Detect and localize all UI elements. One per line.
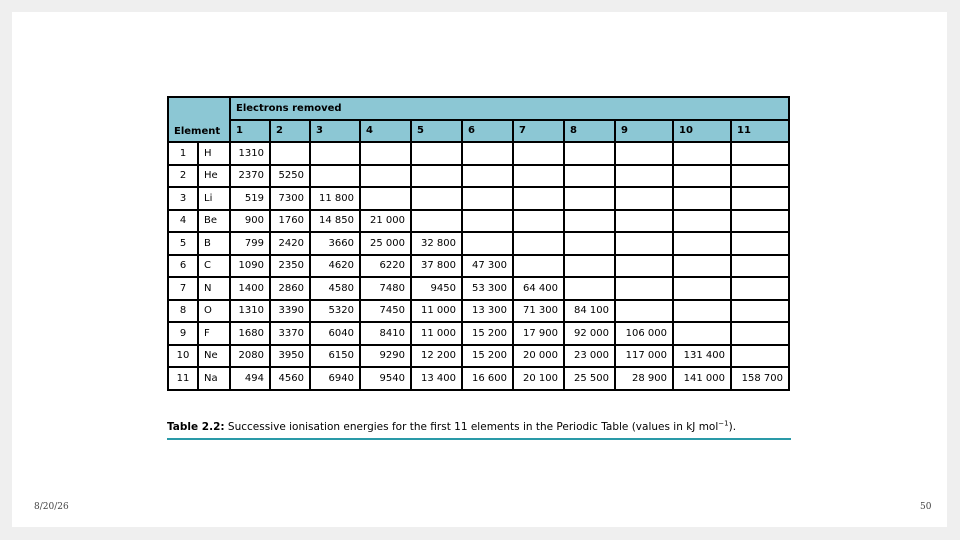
table-row (168, 142, 789, 165)
table-row (168, 322, 789, 345)
energy-cell: 1760 (270, 210, 310, 233)
energy-cell (673, 165, 731, 188)
element-symbol-cell: He (198, 165, 230, 188)
energy-cell (731, 345, 789, 368)
energy-cell (731, 142, 789, 165)
energy-cell (673, 142, 731, 165)
energy-cell (615, 142, 673, 165)
energy-cell (462, 210, 513, 233)
energy-cell: 1310 (230, 142, 270, 165)
energy-cell: 12 200 (411, 345, 462, 368)
atomic-number-cell: 7 (168, 277, 198, 300)
header-row-group (168, 97, 789, 120)
table-row (168, 187, 789, 210)
energy-cell: 6940 (310, 367, 360, 390)
energy-cell: 11 800 (310, 187, 360, 210)
energy-cell (411, 165, 462, 188)
energy-cell: 15 200 (462, 322, 513, 345)
energy-cell: 6150 (310, 345, 360, 368)
energy-cell: 3390 (270, 300, 310, 323)
element-symbol-cell: Be (198, 210, 230, 233)
energy-cell (615, 232, 673, 255)
energy-cell (360, 142, 411, 165)
column-header: 3 (310, 120, 360, 143)
energy-cell: 131 400 (673, 345, 731, 368)
energy-cell (310, 142, 360, 165)
energy-cell (615, 187, 673, 210)
energy-cell: 2350 (270, 255, 310, 278)
energy-cell: 3370 (270, 322, 310, 345)
energy-cell (513, 187, 564, 210)
energy-cell: 3660 (310, 232, 360, 255)
energy-cell (564, 232, 615, 255)
energy-cell: 5320 (310, 300, 360, 323)
energy-cell: 14 850 (310, 210, 360, 233)
energy-cell (564, 165, 615, 188)
energy-cell: 1680 (230, 322, 270, 345)
energy-cell: 25 000 (360, 232, 411, 255)
column-header: 11 (731, 120, 789, 143)
energy-cell: 106 000 (615, 322, 673, 345)
slide-date: 8/20/26 (34, 502, 69, 512)
column-header: 5 (411, 120, 462, 143)
energy-cell (513, 255, 564, 278)
energy-cell: 17 900 (513, 322, 564, 345)
column-header: 7 (513, 120, 564, 143)
atomic-number-cell: 6 (168, 255, 198, 278)
energy-cell (513, 210, 564, 233)
energy-cell: 117 000 (615, 345, 673, 368)
ionisation-energy-table (167, 96, 790, 391)
energy-cell: 47 300 (462, 255, 513, 278)
energy-cell (462, 165, 513, 188)
energy-cell: 6040 (310, 322, 360, 345)
energy-cell: 900 (230, 210, 270, 233)
energy-cell (731, 300, 789, 323)
energy-cell (462, 142, 513, 165)
energy-cell (564, 255, 615, 278)
energy-cell: 8410 (360, 322, 411, 345)
column-header: 10 (673, 120, 731, 143)
atomic-number-cell: 4 (168, 210, 198, 233)
energy-cell: 141 000 (673, 367, 731, 390)
element-symbol-cell: H (198, 142, 230, 165)
energy-cell (564, 277, 615, 300)
energy-cell: 16 600 (462, 367, 513, 390)
energy-cell: 6220 (360, 255, 411, 278)
table-row (168, 232, 789, 255)
energy-cell: 2370 (230, 165, 270, 188)
element-symbol-cell: Ne (198, 345, 230, 368)
energy-cell (615, 210, 673, 233)
energy-cell (731, 277, 789, 300)
energy-cell: 3950 (270, 345, 310, 368)
energy-cell (731, 165, 789, 188)
element-symbol-cell: N (198, 277, 230, 300)
energy-cell: 15 200 (462, 345, 513, 368)
column-header: 2 (270, 120, 310, 143)
energy-cell: 13 300 (462, 300, 513, 323)
energy-cell (731, 322, 789, 345)
energy-cell (673, 210, 731, 233)
header-row-columns (168, 120, 789, 143)
energy-cell (310, 165, 360, 188)
energy-cell (564, 142, 615, 165)
atomic-number-cell: 8 (168, 300, 198, 323)
energy-cell (673, 232, 731, 255)
energy-cell: 1090 (230, 255, 270, 278)
energy-cell: 158 700 (731, 367, 789, 390)
energy-cell (462, 232, 513, 255)
energy-cell (731, 255, 789, 278)
energy-cell (564, 210, 615, 233)
energy-cell: 20 000 (513, 345, 564, 368)
table-row (168, 277, 789, 300)
energy-cell (270, 142, 310, 165)
energy-cell (462, 187, 513, 210)
energy-cell: 11 000 (411, 300, 462, 323)
energy-cell: 9290 (360, 345, 411, 368)
table-body (168, 142, 789, 390)
energy-cell: 4620 (310, 255, 360, 278)
energy-cell: 2420 (270, 232, 310, 255)
energy-cell: 11 000 (411, 322, 462, 345)
atomic-number-cell: 2 (168, 165, 198, 188)
table-caption (167, 421, 791, 440)
energy-cell (731, 187, 789, 210)
energy-cell (360, 187, 411, 210)
element-symbol-cell: O (198, 300, 230, 323)
slide-number: 50 (920, 502, 932, 512)
table-row (168, 345, 789, 368)
energy-cell (673, 187, 731, 210)
energy-cell (673, 322, 731, 345)
element-symbol-cell: C (198, 255, 230, 278)
energy-cell (673, 300, 731, 323)
element-symbol-cell: F (198, 322, 230, 345)
energy-cell: 9540 (360, 367, 411, 390)
energy-cell: 4560 (270, 367, 310, 390)
energy-cell (615, 300, 673, 323)
atomic-number-cell: 10 (168, 345, 198, 368)
energy-cell: 84 100 (564, 300, 615, 323)
energy-cell: 53 300 (462, 277, 513, 300)
energy-cell: 2080 (230, 345, 270, 368)
energy-cell: 7300 (270, 187, 310, 210)
energy-cell: 32 800 (411, 232, 462, 255)
table-row (168, 367, 789, 390)
energy-cell (513, 142, 564, 165)
energy-cell: 37 800 (411, 255, 462, 278)
energy-cell: 92 000 (564, 322, 615, 345)
energy-cell: 64 400 (513, 277, 564, 300)
energy-cell (673, 277, 731, 300)
energy-cell (731, 232, 789, 255)
energy-cell: 4580 (310, 277, 360, 300)
atomic-number-cell: 9 (168, 322, 198, 345)
electrons-removed-header: Electrons removed (230, 97, 789, 120)
column-header: 1 (230, 120, 270, 143)
energy-cell (411, 210, 462, 233)
energy-cell: 7450 (360, 300, 411, 323)
element-symbol-cell: Na (198, 367, 230, 390)
column-header: 4 (360, 120, 411, 143)
table-row (168, 300, 789, 323)
element-symbol-cell: Li (198, 187, 230, 210)
energy-cell (411, 187, 462, 210)
energy-cell (615, 165, 673, 188)
column-header: 9 (615, 120, 673, 143)
caption-tail: ). (728, 421, 737, 433)
caption-text: Successive ionisation energies for the first 11 elements in the Periodic Table (values in kJ mol (224, 421, 719, 433)
atomic-number-cell: 11 (168, 367, 198, 390)
atomic-number-cell: 3 (168, 187, 198, 210)
energy-cell: 2860 (270, 277, 310, 300)
energy-cell: 9450 (411, 277, 462, 300)
energy-cell (411, 142, 462, 165)
element-header: Element (168, 97, 230, 142)
table-row (168, 165, 789, 188)
energy-cell (513, 165, 564, 188)
energy-cell: 494 (230, 367, 270, 390)
table-row (168, 255, 789, 278)
energy-cell: 7480 (360, 277, 411, 300)
energy-cell: 28 900 (615, 367, 673, 390)
energy-cell: 519 (230, 187, 270, 210)
energy-cell: 13 400 (411, 367, 462, 390)
energy-cell: 23 000 (564, 345, 615, 368)
atomic-number-cell: 5 (168, 232, 198, 255)
atomic-number-cell: 1 (168, 142, 198, 165)
slide (12, 12, 947, 527)
caption-superscript: −1 (718, 419, 729, 428)
element-symbol-cell: B (198, 232, 230, 255)
energy-cell (360, 165, 411, 188)
table-row (168, 210, 789, 233)
column-header: 8 (564, 120, 615, 143)
energy-cell (615, 277, 673, 300)
energy-cell: 21 000 (360, 210, 411, 233)
energy-cell (564, 187, 615, 210)
energy-cell: 20 100 (513, 367, 564, 390)
energy-cell: 1400 (230, 277, 270, 300)
energy-cell: 1310 (230, 300, 270, 323)
energy-cell (731, 210, 789, 233)
column-header: 6 (462, 120, 513, 143)
energy-cell (513, 232, 564, 255)
caption-label: Table 2.2: (167, 421, 225, 433)
energy-cell: 25 500 (564, 367, 615, 390)
energy-cell (673, 255, 731, 278)
energy-cell (615, 255, 673, 278)
energy-cell: 799 (230, 232, 270, 255)
energy-cell: 71 300 (513, 300, 564, 323)
energy-cell: 5250 (270, 165, 310, 188)
